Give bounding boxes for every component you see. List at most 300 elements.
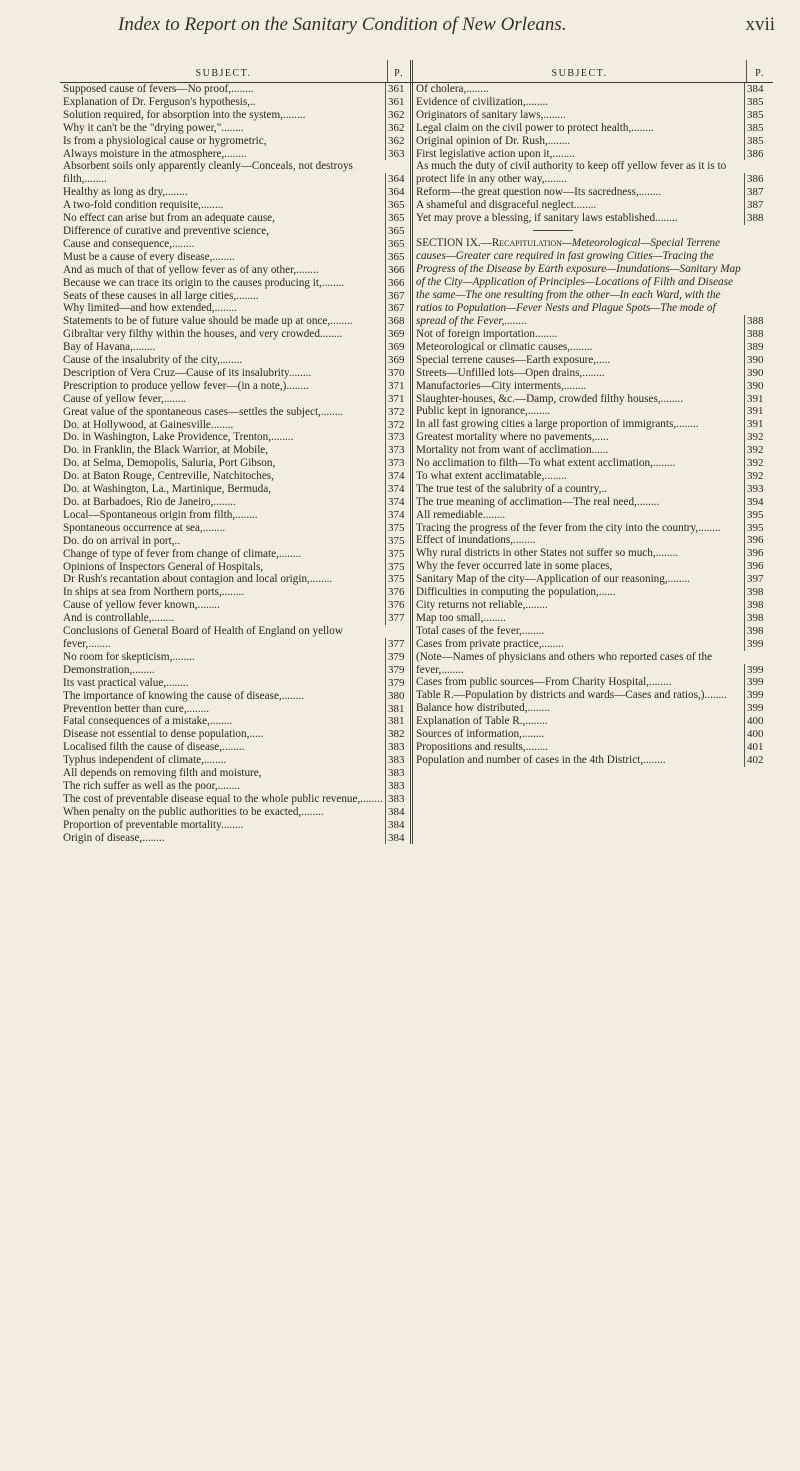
entry-page: 365	[385, 225, 410, 238]
entry-subject: Healthy as long as dry,........	[63, 186, 188, 199]
entry-page: 383	[385, 780, 410, 793]
entry-page: 398	[744, 625, 773, 638]
entry-subject: Great value of the spontaneous cases—settles the subject,........	[63, 405, 344, 418]
entry-subject: Slaughter-houses, &c.—Damp, crowded filthy houses,........	[416, 392, 683, 405]
index-entry	[60, 548, 410, 561]
entry-page: 386	[744, 173, 773, 186]
entry-subject: Demonstration,........	[63, 663, 155, 676]
entry-page: 391	[744, 393, 773, 406]
entry-page: 361	[385, 83, 410, 96]
entry-page: 365	[385, 238, 410, 251]
entry-subject: (Note—Names of physicians and others who reported cases of the fever,........	[416, 650, 713, 676]
entry-page: 371	[385, 393, 410, 406]
entry-subject: Typhus independent of climate,........	[63, 754, 227, 767]
right-entries-bottom	[413, 328, 773, 767]
index-entry	[413, 431, 773, 444]
index-entry	[60, 186, 410, 199]
entry-page: 373	[385, 457, 410, 470]
index-entry	[413, 148, 773, 161]
index-entry	[413, 715, 773, 728]
entry-page: 362	[385, 135, 410, 148]
index-entry	[60, 328, 410, 341]
entry-page: 398	[744, 612, 773, 625]
entry-page: 365	[385, 199, 410, 212]
index-entry	[413, 560, 773, 573]
entry-page: 375	[385, 522, 410, 535]
entry-subject: The importance of knowing the cause of disease,........	[63, 689, 305, 702]
index-entry	[60, 225, 410, 238]
entry-page: 400	[744, 715, 773, 728]
entry-page: 399	[744, 638, 773, 651]
entry-page: 369	[385, 341, 410, 354]
entry-page: 383	[385, 754, 410, 767]
entry-page: 375	[385, 573, 410, 586]
entry-subject: Do. at Selma, Demopolis, Saluria, Port Gibson,	[63, 457, 276, 470]
index-entry	[60, 406, 410, 419]
index-entry	[413, 367, 773, 380]
entry-page: 384	[385, 819, 410, 832]
entry-subject: Do. at Hollywood, at Gainesville........	[63, 418, 234, 431]
page-header-left: P.	[388, 60, 413, 82]
index-entry	[60, 83, 410, 96]
index-entry	[60, 302, 410, 315]
entry-subject: Cases from public sources—From Charity Hospital,........	[416, 676, 672, 689]
entry-page: 375	[385, 548, 410, 561]
entry-page: 399	[744, 676, 773, 689]
entry-page: 373	[385, 431, 410, 444]
entry-page: 379	[385, 677, 410, 690]
entry-subject: Sources of information,........	[416, 728, 545, 741]
entry-page: 399	[744, 689, 773, 702]
page-title: Index to Report on the Sanitary Condition of New Orleans.	[118, 14, 567, 35]
entry-subject: Sanitary Map of the city—Application of our reasoning,........	[416, 573, 691, 586]
entry-subject: First legislative action upon it,........	[416, 147, 575, 160]
entry-page: 392	[744, 444, 773, 457]
entry-page: 388	[744, 328, 773, 341]
entry-subject: Effect of inundations,........	[416, 534, 536, 547]
entry-subject: Gibraltar very filthy within the houses, and very crowded........	[63, 328, 343, 341]
entry-page: 380	[385, 690, 410, 703]
index-entry	[413, 457, 773, 470]
index-entry	[413, 380, 773, 393]
entry-page: 384	[385, 832, 410, 845]
index-entry	[413, 741, 773, 754]
entry-subject: Do. at Baton Rouge, Centreville, Natchitoches,	[63, 470, 274, 483]
entry-subject: Why it can't be the "drying power,"........	[63, 121, 244, 134]
entry-page: 385	[744, 96, 773, 109]
section-divider	[413, 225, 773, 237]
index-entry	[413, 754, 773, 767]
entry-page: 383	[385, 741, 410, 754]
entry-page: 390	[744, 354, 773, 367]
index-entry	[60, 573, 410, 586]
entry-subject: Propositions and results,........	[416, 740, 549, 753]
left-column	[60, 83, 413, 844]
index-entry	[413, 547, 773, 560]
entry-subject: Do. do on arrival in port,..	[63, 534, 181, 547]
entry-subject: Mortality not from want of acclimation......	[416, 444, 609, 457]
index-entry	[60, 625, 410, 651]
entry-page: 366	[385, 277, 410, 290]
index-entry	[60, 264, 410, 277]
entry-subject: Because we can trace its origin to the causes producing it,........	[63, 276, 345, 289]
entry-subject: Balance how distributed,........	[416, 702, 550, 715]
index-entry	[60, 160, 410, 186]
entry-subject: Spontaneous occurrence at sea,........	[63, 521, 226, 534]
index-entry	[413, 186, 773, 199]
index-entry	[413, 702, 773, 715]
entry-subject: All depends on removing filth and moisture,	[63, 767, 262, 780]
index-entry	[60, 419, 410, 432]
right-entries-top	[413, 83, 773, 225]
index-entry	[60, 832, 410, 845]
entry-subject: Original opinion of Dr. Rush,........	[416, 134, 571, 147]
entry-page: 379	[385, 664, 410, 677]
entry-page: 385	[744, 109, 773, 122]
entry-page: 369	[385, 328, 410, 341]
index-entry	[60, 496, 410, 509]
index-entry	[60, 122, 410, 135]
index-entry	[60, 651, 410, 664]
entry-page: 402	[744, 754, 773, 767]
index-entry	[413, 625, 773, 638]
index-entry	[413, 470, 773, 483]
entry-page: 400	[744, 728, 773, 741]
index-entry	[60, 251, 410, 264]
entry-subject: Table R.—Population by districts and wards—Cases and ratios,)........	[416, 689, 727, 702]
entry-page: 392	[744, 470, 773, 483]
entry-subject: No effect can arise but from an adequate cause,	[63, 212, 275, 225]
entry-page: 399	[744, 702, 773, 715]
index-entry	[413, 199, 773, 212]
entry-subject: Difference of curative and preventive science,	[63, 224, 270, 237]
entry-page: 395	[744, 509, 773, 522]
entry-page: 364	[385, 173, 410, 186]
entry-subject: In ships at sea from Northern ports,........	[63, 586, 245, 599]
index-entry	[413, 638, 773, 651]
entry-page: 399	[744, 664, 773, 677]
entry-subject: Why limited—and how extended,........	[63, 302, 237, 315]
index-entry	[413, 573, 773, 586]
entry-subject: Originators of sanitary laws,........	[416, 108, 566, 121]
page-number: xvii	[745, 14, 775, 35]
index-entry	[60, 780, 410, 793]
entry-subject: The rich suffer as well as the poor,........	[63, 779, 241, 792]
entry-page: 392	[744, 457, 773, 470]
index-entry	[60, 586, 410, 599]
entry-page: 365	[385, 212, 410, 225]
entry-subject: Reform—the great question now—Its sacredness,........	[416, 186, 662, 199]
index-entry	[413, 405, 773, 418]
entry-subject: Conclusions of General Board of Health of England on yellow fever,........	[63, 625, 343, 650]
entry-page: 392	[744, 431, 773, 444]
index-entry	[413, 522, 773, 535]
entry-subject: Do. in Franklin, the Black Warrior, at Mobile,	[63, 444, 269, 457]
entry-subject: Map too small,........	[416, 611, 506, 624]
entry-subject: Population and number of cases in the 4th District,........	[416, 753, 666, 766]
entry-page: 374	[385, 470, 410, 483]
index-entry	[413, 599, 773, 612]
entry-subject: Do. at Barbadoes, Rio de Janeiro,........	[63, 496, 236, 508]
index-entry	[60, 148, 410, 161]
entry-page: 401	[744, 741, 773, 754]
entry-subject: And as much of that of yellow fever as of any other,........	[63, 263, 319, 276]
entry-page: 370	[385, 367, 410, 380]
page-header-right: P.	[755, 68, 766, 79]
index-entry	[60, 380, 410, 393]
entry-subject: As much the duty of civil authority to keep off yellow fever as it is to protect life in any other way,........	[416, 160, 727, 186]
entry-subject: Tracing the progress of the fever from the city into the country,........	[416, 521, 721, 534]
index-entry	[60, 509, 410, 522]
entry-page: 395	[744, 522, 773, 535]
index-entry	[413, 212, 773, 225]
entry-subject: Cases from private practice,........	[416, 637, 564, 650]
entry-page: 383	[385, 767, 410, 780]
entry-subject: Must be a cause of every disease,........	[63, 250, 235, 263]
index-entry	[413, 135, 773, 148]
entry-page: 391	[744, 405, 773, 418]
entry-page: 373	[385, 444, 410, 457]
index-entry	[60, 315, 410, 328]
entry-page: 379	[385, 651, 410, 664]
entry-page: 374	[385, 483, 410, 496]
index-entry	[60, 109, 410, 122]
entry-page: 390	[744, 367, 773, 380]
entry-page: 386	[744, 148, 773, 161]
right-column	[413, 83, 773, 844]
entry-subject: Disease not essential to dense population,.....	[63, 728, 264, 741]
entry-page: 381	[385, 703, 410, 716]
entry-subject: Its vast practical value,........	[63, 676, 189, 689]
subject-header-left: SUBJECT.	[60, 60, 388, 82]
index-entry	[60, 431, 410, 444]
index-entry	[60, 341, 410, 354]
entry-subject: Fatal consequences of a mistake,........	[63, 715, 233, 728]
entry-page: 374	[385, 509, 410, 522]
index-entry	[60, 819, 410, 832]
entry-subject: Yet may prove a blessing, if sanitary laws established........	[416, 212, 678, 225]
entry-subject: Explanation of Dr. Ferguson's hypothesis,..	[63, 95, 256, 108]
index-entry	[60, 599, 410, 612]
index-entry	[60, 290, 410, 303]
entry-page: 368	[385, 315, 410, 328]
index-entry	[413, 83, 773, 96]
index-entry	[413, 393, 773, 406]
index-entry	[60, 535, 410, 548]
column-headers	[60, 60, 773, 83]
index-entry	[60, 677, 410, 690]
entry-subject: In all fast growing cities a large proportion of immigrants,........	[416, 418, 699, 431]
entry-subject: Total cases of the fever,........	[416, 624, 545, 637]
entry-page: 388	[744, 212, 773, 225]
index-entry	[413, 341, 773, 354]
index-entry	[60, 561, 410, 574]
entry-page: 382	[385, 728, 410, 741]
index-entry	[413, 509, 773, 522]
index-entry	[60, 754, 410, 767]
entry-page: 363	[385, 148, 410, 161]
entry-subject: Local—Spontaneous origin from filth,........	[63, 508, 258, 521]
entry-subject: Of cholera,........	[416, 83, 489, 95]
entry-subject: Difficulties in computing the population,......	[416, 586, 616, 599]
entry-page: 376	[385, 599, 410, 612]
entry-page: 371	[385, 380, 410, 393]
entry-subject: Why rural districts in other States not suffer so much,........	[416, 547, 679, 560]
entry-subject: Change of type of fever from change of climate,........	[63, 547, 302, 560]
entry-subject: Statements to be of future value should be made up at once,........	[63, 315, 353, 328]
entry-subject: A shameful and disgraceful neglect........	[416, 199, 597, 212]
entry-subject: Prescription to produce yellow fever—(in a note,)........	[63, 379, 309, 392]
entry-subject: Dr Rush's recantation about contagion and local origin,........	[63, 573, 333, 586]
index-entry	[413, 534, 773, 547]
index-entry	[413, 612, 773, 625]
entry-subject: Cause of yellow fever,........	[63, 392, 187, 405]
entry-subject: Explanation of Table R.,........	[416, 715, 548, 728]
index-entry	[413, 328, 773, 341]
entry-subject: Supposed cause of fevers—No proof,........	[63, 83, 254, 95]
entry-page: 398	[744, 586, 773, 599]
entry-subject: Absorbent soils only apparently cleanly—Conceals, not destroys filth,........	[63, 160, 353, 186]
entry-subject: Bay of Havana,........	[63, 341, 156, 354]
index-entry	[60, 664, 410, 677]
entry-page: 396	[744, 534, 773, 547]
entry-subject: The true meaning of acclimation—The real need,........	[416, 495, 660, 508]
entry-page: 375	[385, 561, 410, 574]
entry-subject: Streets—Unfilled lots—Open drains,........	[416, 366, 605, 379]
entry-subject: Why the fever occurred late in some places,	[416, 560, 613, 573]
index-entry	[60, 612, 410, 625]
subject-header-right: SUBJECT.	[413, 60, 747, 82]
entry-subject: Opinions of Inspectors General of Hospitals,	[63, 560, 264, 573]
entry-page: 366	[385, 264, 410, 277]
entry-subject: A two-fold condition requisite,........	[63, 199, 224, 212]
entry-page: 397	[744, 573, 773, 586]
entry-page: 362	[385, 122, 410, 135]
index-entry	[60, 212, 410, 225]
index-entry	[60, 238, 410, 251]
entry-subject: Do. in Washington, Lake Providence, Trenton,........	[63, 431, 294, 444]
entry-page: 384	[744, 83, 773, 96]
index-entry	[413, 444, 773, 457]
entry-page: 372	[385, 419, 410, 432]
entry-subject: Legal claim on the civil power to protect health,........	[416, 121, 654, 134]
index-entry	[60, 444, 410, 457]
entry-subject: Localised filth the cause of disease,........	[63, 741, 245, 754]
entry-page: 377	[385, 612, 410, 625]
entry-subject: Prevention better than cure,........	[63, 702, 210, 715]
entry-subject: Meteorological or climatic causes,........	[416, 340, 593, 353]
entry-subject: Cause and consequence,........	[63, 237, 195, 250]
entry-page: 367	[385, 290, 410, 303]
entry-page: 385	[744, 135, 773, 148]
index-entry	[60, 715, 410, 728]
index-table	[60, 60, 773, 844]
entry-subject: No acclimation to filth—To what extent acclimation,........	[416, 457, 676, 470]
entry-page: 384	[385, 806, 410, 819]
index-entry	[60, 199, 410, 212]
entry-page: 387	[744, 199, 773, 212]
index-entry	[60, 767, 410, 780]
index-entry	[60, 457, 410, 470]
entry-subject: Manufactories—City interments,........	[416, 379, 587, 392]
entry-page: 391	[744, 418, 773, 431]
index-entry	[413, 354, 773, 367]
entry-subject: Special terrene causes—Earth exposure,.....	[416, 353, 611, 366]
entry-subject: Origin of disease,........	[63, 831, 165, 844]
entry-page: 367	[385, 302, 410, 315]
entry-page: 390	[744, 380, 773, 393]
index-entry	[60, 367, 410, 380]
entry-page: 394	[744, 496, 773, 509]
entry-subject: No room for skepticism,........	[63, 650, 195, 663]
index-entry	[60, 354, 410, 367]
index-entry	[413, 109, 773, 122]
index-entry	[60, 483, 410, 496]
index-entry	[60, 793, 410, 806]
index-entry	[413, 96, 773, 109]
index-entry	[60, 96, 410, 109]
index-entry	[413, 676, 773, 689]
index-entry	[60, 522, 410, 535]
entry-page: 361	[385, 96, 410, 109]
entry-page: 385	[744, 122, 773, 135]
entry-page: 365	[385, 251, 410, 264]
entry-page: 396	[744, 560, 773, 573]
entry-page: 381	[385, 715, 410, 728]
entry-subject: And is controllable,........	[63, 612, 174, 625]
entry-page: 362	[385, 109, 410, 122]
index-entry	[60, 728, 410, 741]
entry-subject: Description of Vera Cruz—Cause of its insalubrity........	[63, 366, 312, 379]
index-entry	[60, 690, 410, 703]
entry-page: 398	[744, 599, 773, 612]
entry-page: 389	[744, 341, 773, 354]
entry-subject: Always moisture in the atmosphere,........	[63, 147, 247, 160]
entry-subject: All remediable........	[416, 508, 506, 521]
entry-subject: Greatest mortality where no pavements,.....	[416, 431, 609, 444]
index-entry	[413, 651, 773, 677]
entry-subject: Cause of yellow fever known,........	[63, 599, 220, 612]
index-entry	[60, 277, 410, 290]
index-entry	[60, 703, 410, 716]
index-entry	[413, 586, 773, 599]
index-entry	[60, 393, 410, 406]
index-entry	[413, 496, 773, 509]
entry-subject: Evidence of civilization,........	[416, 95, 549, 108]
index-entry	[60, 806, 410, 819]
entry-page: 393	[744, 483, 773, 496]
entry-page: 376	[385, 586, 410, 599]
index-entry	[413, 689, 773, 702]
entry-page: 374	[385, 496, 410, 509]
entry-subject: The true test of the salubrity of a country,..	[416, 482, 607, 495]
entry-page: 372	[385, 406, 410, 419]
entry-subject: Cause of the insalubrity of the city,........	[63, 354, 243, 367]
index-entry	[413, 483, 773, 496]
entry-page: 364	[385, 186, 410, 199]
entry-subject: Do. at Washington, La., Martinique, Bermuda,	[63, 483, 271, 496]
index-entry	[413, 160, 773, 186]
index-entry	[413, 122, 773, 135]
entry-page: 383	[385, 793, 410, 806]
entry-subject: Not of foreign importation........	[416, 327, 558, 340]
entry-subject: The cost of preventable disease equal to the whole public revenue,........	[63, 792, 383, 805]
entry-page: 377	[385, 638, 410, 651]
index-entry	[60, 135, 410, 148]
index-entry	[60, 741, 410, 754]
entry-subject: Public kept in ignorance,........	[416, 405, 551, 418]
entry-page: 396	[744, 547, 773, 560]
